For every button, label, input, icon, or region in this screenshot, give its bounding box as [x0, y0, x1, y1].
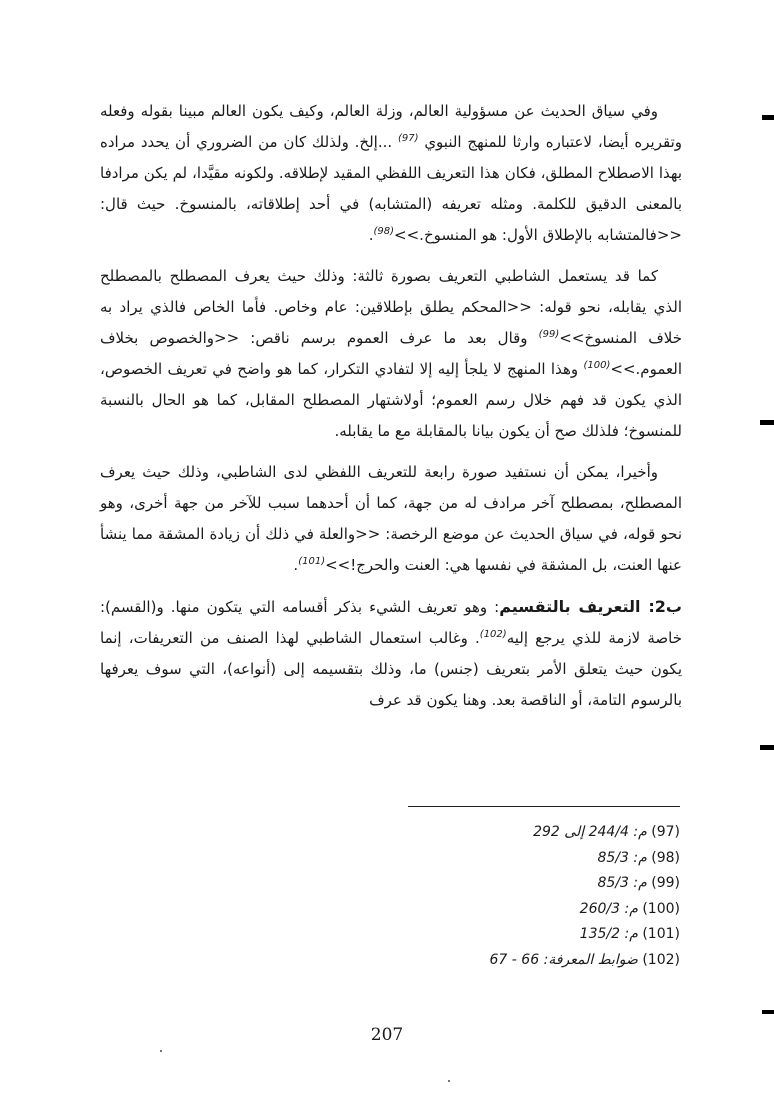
text-run: كما قد يستعمل الشاطبي التعريف بصورة ثالثة: وذلك حيث يعرف المصطلح بالمصطلح الذي يقابله، نحو قوله: <<المحكم يطلق بإطلاقين: عام وخاص. فأما الخاص فالذي يراد به خلاف المنسوخ>> — [100, 267, 682, 347]
text-run: وهذا المنهج لا يلجأ إليه إلا لتفادي التكرار، كما هو واضح في تعريف الخصوص، الذي يكون قد فهم خلال رسم العموم؛ أولاشتهار المصطلح المقابل، كما هو الحال بالنسبة للمنسوخ؛ فلذلك صح أن يكون بيانا بالمقابلة مع ما يقابله. — [100, 360, 682, 440]
text-run: . وغالب استعمال الشاطبي لهذا الصنف من التعريفات، إنما يكون حيث يتعلق الأمر بتعريف (جنس) ما، وذلك بتقسيمه إلى (أنواعه)، التي سوف يعرفها بالرسوم التامة، أو الناقصة بعد. وهنا يكون قد عرف — [100, 629, 682, 709]
footnote-text: م: 135/2 — [579, 926, 638, 942]
footnote-text: م: 244/4 إلى 292 — [533, 824, 647, 840]
footnote-separator — [408, 806, 680, 807]
paragraph-2 — [100, 261, 682, 447]
footnote-100 — [380, 897, 680, 923]
paragraph-3 — [100, 457, 682, 581]
footnote-ref-101[interactable]: (101) — [298, 556, 326, 567]
footnote-number: (98) — [651, 849, 680, 866]
text-run: وقال بعد ما عرف العموم برسم ناقص: <<والخصوص بخلاف العموم.>> — [100, 329, 682, 378]
scan-edge-mark — [760, 745, 774, 750]
text-run: : وهو تعريف الشيء بذكر أقسامه التي يتكون منها. و(القسم): خاصة لازمة للذي يرجع إليه — [100, 598, 683, 647]
footnote-ref-99[interactable]: (99) — [538, 329, 560, 340]
footnote-98 — [380, 846, 680, 872]
footnote-text: ضوابط المعرفة: 66 - 67 — [489, 951, 638, 968]
section-heading: ب2: التعريف بالتقسيم — [499, 597, 682, 616]
footnotes-list — [380, 820, 680, 973]
body-text — [100, 96, 682, 716]
text-run: ...إلخ. ولذلك كان من الضروري أن يحدد مراده بهذا الاصطلاح المطلق، فكان هذا التعريف اللفظي المقيد لإطلاقه. ولكونه مقيَّدا، لم يكن مرادفا بالمعنى الدقيق للكلمة. ومثله تعريفه (المتشابه) في أحد إطلاقاته، بالمنسوخ. حيث قال: <<فالمتشابه بالإطلاق الأول: هو المنسوخ.>> — [100, 133, 682, 244]
footnote-text: م: 85/3 — [597, 849, 647, 866]
footnote-102 — [380, 948, 680, 974]
footnote-ref-100[interactable]: (100) — [583, 360, 611, 371]
footnote-99 — [380, 871, 680, 897]
scan-edge-mark — [762, 115, 774, 120]
footnote-number: (100) — [642, 900, 680, 917]
text-run: وفي سياق الحديث عن مسؤولية العالم، وزلة العالم، وكيف يكون العالم مبينا بقوله وفعله وتقريره أيضا، لاعتباره وارثا للمنهج النبوي — [100, 102, 682, 151]
footnote-97 — [380, 820, 680, 846]
scan-edge-mark — [760, 420, 774, 425]
scan-edge-mark — [762, 1010, 774, 1014]
footnote-text: م: 85/3 — [597, 875, 647, 891]
footnote-number: (102) — [642, 951, 680, 968]
footnote-ref-102[interactable]: (102) — [479, 629, 507, 640]
footnote-101 — [380, 922, 680, 948]
scan-speck — [448, 1080, 450, 1082]
paragraph-1 — [100, 96, 682, 251]
scan-speck — [160, 1050, 162, 1052]
footnote-number: (99) — [651, 875, 680, 891]
footnote-ref-98[interactable]: (98) — [373, 226, 395, 237]
text-run: وأخيرا، يمكن أن نستفيد صورة رابعة للتعريف اللفظي لدى الشاطبي، وذلك حيث يعرف المصطلح، بمصطلح آخر مرادف له من جهة، كما أن أحدهما سبب للآخر من جهة أخرى، وهو نحو قوله، في سياق الحديث عن موضع الرخصة: <<والعلة في ذلك أن زيادة المشقة مما ينشأ عنها العنت، بل المشقة في نفسها هي: العنت والحرج!>> — [100, 463, 682, 574]
footnote-text: م: 260/3 — [579, 900, 638, 917]
text-run: . — [293, 556, 299, 574]
paragraph-4 — [100, 591, 682, 716]
text-run: . — [368, 226, 374, 244]
footnote-number: (97) — [651, 824, 680, 840]
page-number: 207 — [370, 1025, 404, 1045]
footnote-number: (101) — [642, 926, 680, 942]
footnote-ref-97[interactable]: (97) — [397, 133, 419, 144]
